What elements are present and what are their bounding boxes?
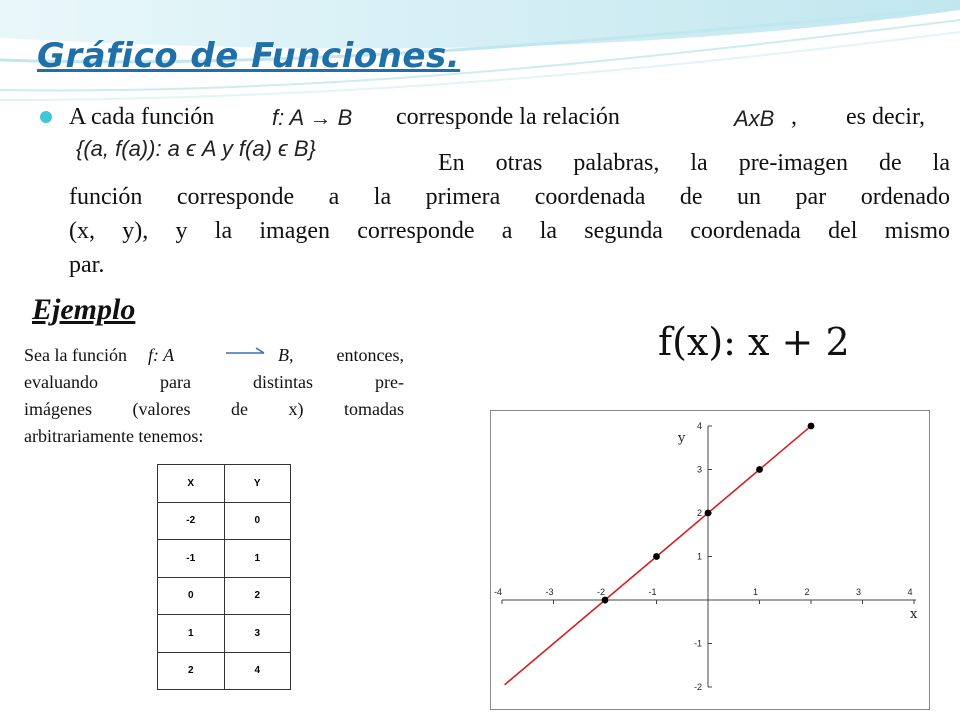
y-tick-label: 2 [696, 508, 702, 518]
set-formula: {(a, f(a)): a ϵ A y f(a) ϵ B} [76, 136, 316, 161]
table-cell: 3 [224, 615, 291, 653]
y-tick-label: 3 [696, 464, 702, 475]
table-row [158, 652, 291, 690]
x-tick-label: -1 [648, 587, 657, 597]
x-tick-label: -4 [493, 587, 503, 597]
table-cell: 4 [224, 652, 291, 690]
data-point [602, 597, 609, 604]
bullet-icon [40, 111, 52, 123]
table-cell: -2 [158, 502, 225, 540]
table-row [158, 540, 291, 578]
example-line-4: arbitrariamente tenemos: [24, 426, 204, 446]
y-axis-label: y [678, 431, 686, 446]
table-header-y: Y [224, 465, 291, 503]
x-tick-label: -2 [596, 587, 606, 597]
bullet-line-3: función corresponde a la primera coordenada de un par ordenado [69, 184, 950, 210]
x-tick-label: 1 [752, 587, 759, 597]
y-tick-label: 1 [696, 551, 702, 562]
table-row [158, 502, 291, 540]
bullet-tail: es decir, [846, 104, 925, 130]
x-tick-label: 4 [907, 587, 913, 597]
table-cell: 1 [158, 615, 225, 653]
table-cell: 0 [158, 577, 225, 615]
y-tick-label: -2 [693, 682, 702, 692]
x-tick-label: 3 [855, 587, 862, 597]
page-title: Gráfico de Funciones. [37, 36, 461, 76]
x-axis-label: x [910, 607, 918, 622]
table-row [158, 577, 291, 615]
values-table [157, 464, 291, 690]
data-point [808, 423, 815, 430]
y-tick-label: -1 [693, 638, 702, 649]
relation-formula: AxB [734, 106, 775, 131]
data-point [705, 510, 712, 517]
y-tick-label: 4 [696, 421, 702, 431]
arrow-icon [224, 346, 268, 360]
bullet-line-5: par. [69, 252, 105, 278]
bullet-comma: , [791, 104, 797, 130]
example-heading: Ejemplo [32, 293, 136, 326]
example-text-b: B, [278, 345, 294, 365]
table-cell: 1 [224, 540, 291, 578]
table-cell: 2 [158, 652, 225, 690]
example-line-3: imágenes (valores de x) tomadas [24, 399, 404, 419]
x-tick-label: 2 [804, 587, 810, 597]
data-point [756, 466, 763, 473]
bullet-line-4: (x, y), y la imagen corresponde a la segunda coordenada del mismo [69, 218, 950, 244]
function-mapping-formula: f: A → B [272, 105, 353, 130]
table-row [158, 615, 291, 653]
example-text-a: Sea la función [24, 345, 127, 365]
bullet-line-2: En otras palabras, la pre-imagen de la [438, 150, 950, 176]
table-cell: 0 [224, 502, 291, 540]
example-text-c: entonces, [336, 345, 404, 365]
bullet-mid: corresponde la relación [396, 104, 620, 130]
table-cell: 2 [224, 577, 291, 615]
function-graph [490, 410, 930, 710]
example-line-2: evaluando para distintas pre- [24, 372, 404, 392]
table-header-x: X [158, 465, 225, 503]
bullet-intro: A cada función [69, 104, 215, 130]
table-cell: -1 [158, 540, 225, 578]
data-point [653, 553, 660, 560]
graph-frame [491, 411, 930, 710]
function-formula: f(x): x + 2 [658, 320, 850, 364]
x-tick-label: -3 [545, 587, 554, 597]
table-header-row [158, 465, 291, 503]
example-text-f: f: A [148, 345, 175, 365]
